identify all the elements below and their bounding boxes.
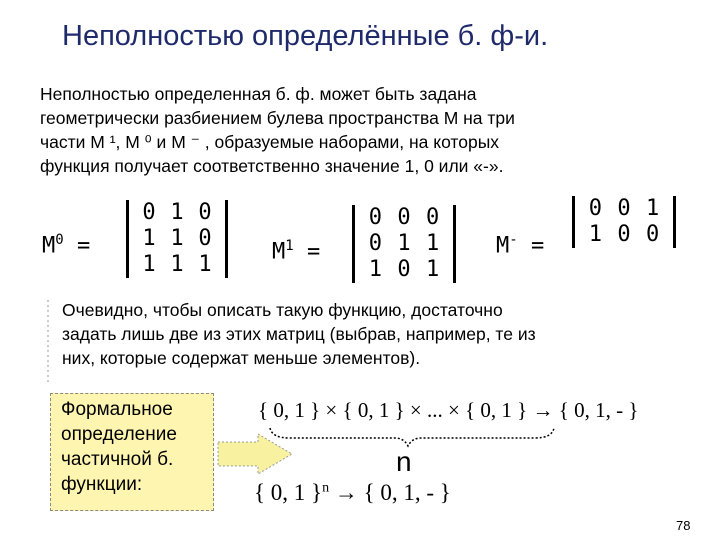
matrix-cell: 0 <box>588 196 602 221</box>
matrix-m0-letter: M <box>42 233 56 259</box>
matrix-cell: 1 <box>142 226 156 251</box>
page-title: Неполностью определённые б. ф-и. <box>62 20 549 52</box>
formula-short-rest: → { 0, 1, - } <box>329 480 451 505</box>
matrix-cell: 0 <box>368 231 382 256</box>
matrix-cell: 0 <box>397 257 411 282</box>
intro-line: Неполностью определенная б. ф. может быть задана <box>40 84 477 104</box>
matrix-cell: 1 <box>397 231 411 256</box>
brace-n-label: n <box>396 446 412 477</box>
matrix-cell: 0 <box>368 205 382 230</box>
matrix-m1-equals: = <box>306 239 321 265</box>
matrix-m0-equals: = <box>76 233 91 259</box>
matrix-cell: 1 <box>170 226 184 251</box>
matrix-cell: 0 <box>426 205 440 230</box>
matrix-cell: 0 <box>198 200 212 225</box>
definition-line: Формальное <box>61 399 173 420</box>
arrow-right-icon <box>218 434 292 474</box>
matrix-cell: 0 <box>142 200 156 225</box>
formula-short <box>254 480 451 506</box>
matrix-cell: 1 <box>198 252 212 277</box>
matrix-cell: 1 <box>170 200 184 225</box>
matrix-mdash-sup: - <box>509 232 518 248</box>
matrix-m1-sup: 1 <box>285 238 294 254</box>
matrix-mdash-letter: M <box>496 233 510 259</box>
note-line: Очевидно, чтобы описать такую функцию, достаточно <box>62 300 503 320</box>
matrix-m0-sup: 0 <box>55 232 64 248</box>
intro-line: функция получает соответственно значение 1, 0 или «-». <box>40 156 504 176</box>
matrix-mdash-equals: = <box>530 233 545 259</box>
matrix-cell: 1 <box>426 257 440 282</box>
formula-long: { 0, 1 } × { 0, 1 } × ... × { 0, 1 } → { 0, 1, - } <box>258 398 639 422</box>
formula-short-base: { 0, 1 } <box>254 480 323 505</box>
definition-line: функции: <box>61 474 143 495</box>
intro-line: геометрически разбиением булева пространства M на три <box>40 108 515 128</box>
intro-line: части M ¹, M ⁰ и M ⁻ , образуемые наборами, на которых <box>40 132 500 152</box>
formula-short-exp: n <box>322 480 330 496</box>
matrix-cell: 0 <box>617 196 631 221</box>
note-line: них, которые содержат меньше элементов). <box>62 348 421 368</box>
brace-icon <box>270 428 554 446</box>
matrix-cell: 1 <box>142 252 156 277</box>
matrix-cell: 0 <box>198 226 212 251</box>
matrix-cell: 1 <box>368 257 382 282</box>
matrix-cell: 1 <box>170 252 184 277</box>
matrix-m1-letter: M <box>272 239 286 265</box>
matrix-cell: 1 <box>426 231 440 256</box>
note-line: задать лишь две из этих матриц (выбрав, например, те из <box>62 324 536 344</box>
matrix-cell: 0 <box>617 222 631 247</box>
definition-line: определение <box>61 424 177 445</box>
matrix-cell: 0 <box>646 222 660 247</box>
definition-box <box>50 393 214 511</box>
definition-line: частичной б. <box>61 449 174 470</box>
matrix-cell: 1 <box>646 196 660 221</box>
matrix-cell: 0 <box>397 205 411 230</box>
page-number: 78 <box>676 518 691 533</box>
matrix-cell: 1 <box>588 222 602 247</box>
